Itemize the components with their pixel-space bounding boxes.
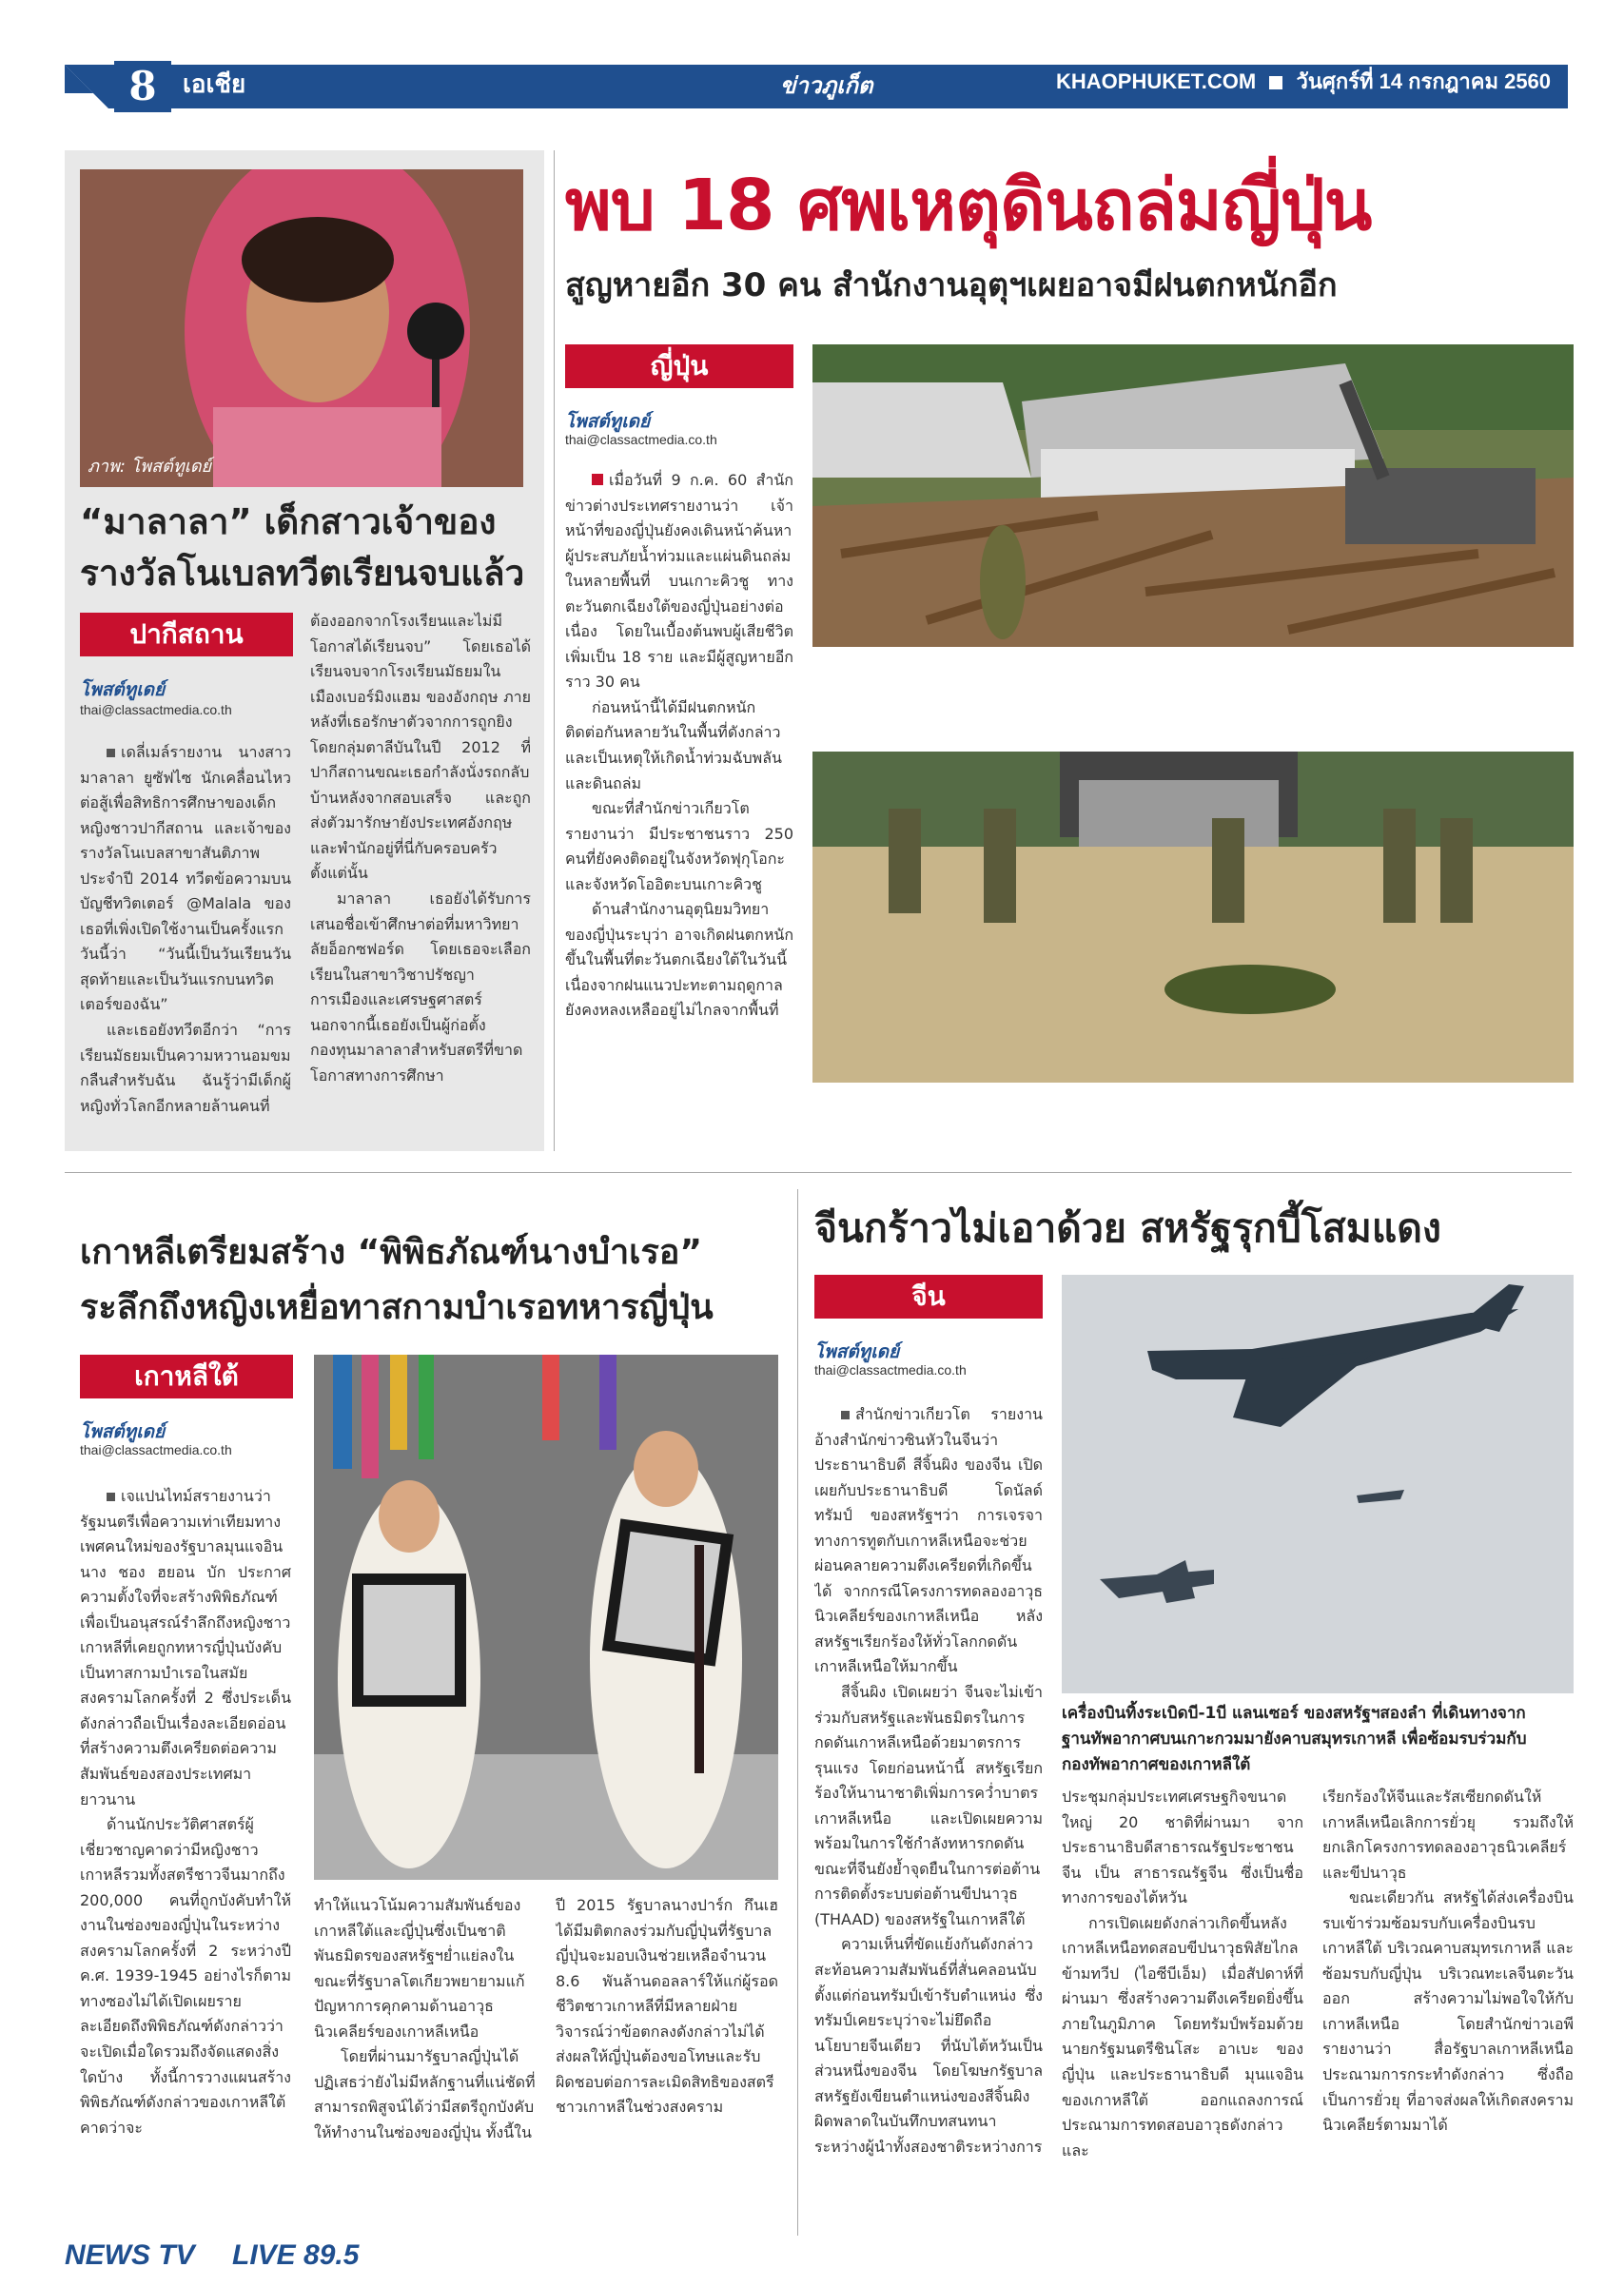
malala-col2 <box>310 609 531 1113</box>
paragraph <box>80 740 291 1018</box>
korea-headline <box>80 1225 841 1336</box>
paragraph: ทำให้แนวโน้มความสัมพันธ์ของเกาหลีใต้และญี่ปุ่นซึ่งเป็นชาติพันธมิตรของสหรัฐฯย่ำแย่ลงในขณะที่รัฐบาลโตเกียวพยายามแก้ปัญหาการคุกคามด้านอาวุธนิวเคลียร์ของเกาหลีเหนือ <box>314 1896 525 2041</box>
paragraph: โดยที่ผ่านมารัฐบาลญี่ปุ่นได้ปฏิเสธว่ายังไม่มีหลักฐานที่แน่ชัดที่สามารถพิสูจน์ได้ว่ามีสตรีถูกบังคับให้ทำงานในซ่องของญี่ปุ่น ทั้งนี้ใน <box>314 2047 536 2141</box>
paragraph: ขณะที่สำนักข่าวเกียวโตรายงานว่า มีประชาชนราว 250 คนที่ยังคงติดอยู่ในจังหวัดฟุกุโอกะและจังหวัดโออิตะบนเกาะคิวชู <box>565 799 793 893</box>
paragraph-text: เจแปนไทม์สรายงานว่า รัฐมนตรีเพื่อความเท่าเทียมทางเพศคนใหม่ของรัฐบาลมุนแจอิน นาง ชอง ฮยอน บัก ประกาศความตั้งใจที่จะสร้างพิพิธภัณฑ์เพื่อเป็นอนุสรณ์รำลึกถึงหญิงชาวเกาหลีที่เคยถูกทหารญี่ปุ่นบังคับเป็นทาสกามบำเรอในสมัยสงครามโลกครั้งที่ 2 ซึ่งประเด็นดังกล่าวถือเป็นเรื่องละเอียดอ่อนที่สร้างความตึงเครียดต่อความสัมพันธ์ของสองประเทศมายาวนาน <box>80 1487 291 1808</box>
china-email: thai@classactmedia.co.th <box>814 1362 967 1378</box>
paragraph: ก่อนหน้านี้ได้มีฝนตกหนักติดต่อกันหลายวันในพื้นที่ดังกล่าวและเป็นเหตุให้เกิดน้ำท่วมฉับพลันและดินถล่ม <box>565 697 782 792</box>
malala-headline-line1: “มาลาลา” เด็กสาวเจ้าของ <box>80 501 497 542</box>
tag-pakistan: ปากีสถาน <box>80 613 293 656</box>
malala-col1 <box>80 740 291 1121</box>
photo-credit: ภาพ: โพสต์ทูเดย์ <box>88 457 212 477</box>
paragraph <box>80 1484 291 1812</box>
malala-headline <box>80 497 537 599</box>
paragraph: ด้านนักประวัติศาสตร์ผู้เชี่ยวชาญคาดว่ามีหญิงชาวเกาหลีรวมทั้งสตรีชาวจีนมากถึง 200,000 คนที่ถูกบังคับทำให้งานในซ่องของญี่ปุ่นในระหว่างสงครามโลกครั้งที่ 2 ระหว่างปี ค.ศ. 1939-1945 อย่างไรก็ตามทางซองไม่ได้เปิดเผยรายละเอียดถึงพิพิธภัณฑ์ดังกล่าวว่าจะเปิดเมื่อใดรวมถึงจัดแสดงสิ่งใดบ้าง ทั้งนี้การวางแผนสร้างพิพิธภัณฑ์ดังกล่าวของเกาหลีใต้คาดว่าจะ <box>80 1815 291 2137</box>
paragraph: และเธอยังทวีตอีกว่า “การเรียนมัธยมเป็นความหวานอมขมกลืนสำหรับฉัน ฉันรู้ว่ามีเด็กผู้หญิงทั่วโลกอีกหลายล้านคนที่ <box>80 1021 291 1115</box>
square-icon <box>1269 76 1282 89</box>
paragraph: ความเห็นที่ขัดแย้งกันดังกล่าวสะท้อนความสัมพันธ์ที่สั่นคลอนนับตั้งแต่ก่อนทรัมป์เข้ารับตำแหน่ง ซึ่งทรัมป์เคยระบุว่าจะไม่ยึดถือนโยบายจีนเดียว ที่นับไต้หวันเป็นส่วนหนึ่งของจีน โดยโฆษกรัฐบาลสหรัฐยังเขียนตำแหน่งของสีจิ้นผิงผิดพลาดในบันทึกบทสนทนาระหว่างผู้นำทั้งสองชาติระหว่างการ <box>814 1935 1043 2156</box>
paragraph <box>814 1402 1043 1680</box>
paragraph-text: เดลี่เมล์รายงาน นางสาวมาลาลา ยูซัฟไซ นักเคลื่อนไหวต่อสู้เพื่อสิทธิการศึกษาของเด็กหญิงชาวปากีสถาน และเจ้าของรางวัลโนเบลสาขาสันติภาพประจำปี 2014 ทวีตข้อความบนบัญชีทวิตเตอร์ @Malala ของเธอที่เพิ่งเปิดใช้งานเป็นครั้งแรกวันนี้ว่า “วันนี้เป็นวันเรียนวันสุดท้ายและเป็นวันแรกบนทวิตเตอร์ของฉัน” <box>80 743 291 1014</box>
corner-mark <box>65 65 108 108</box>
landslide-photo <box>812 344 1574 647</box>
malala-email: thai@classactmedia.co.th <box>80 702 232 717</box>
soldiers-flood-photo <box>812 752 1574 1083</box>
japan-subheadline: สูญหายอีก 30 คน สำนักงานอุตุฯเผยอาจมีฝนตกหนักอีก <box>565 266 1338 304</box>
bullet-icon <box>592 474 603 485</box>
section-name: เอเชีย <box>183 70 246 99</box>
paragraph: สีจิ้นผิง เปิดเผยว่า จีนจะไม่เข้าร่วมกับสหรัฐและพันธมิตรในการกดดันเกาหลีเหนือด้วยมาตรการรุนแรง โดยก่อนหน้านี้ สหรัฐเรียกร้องให้นานาชาติเพิ่มการคว่ำบาตรเกาหลีเหนือ และเปิดเผยความพร้อมในการใช้กำลังทหารกดดัน ขณะที่จีนยังย้ำจุดยืนในการต่อต้านการติดตั้งระบบต่อต้านขีปนาวุธ (THAAD) ของสหรัฐในเกาหลีใต้ <box>814 1683 1043 1928</box>
paragraph: ปี 2015 รัฐบาลนางปาร์ก กึนเฮ ได้มีมติตกลงร่วมกับญี่ปุ่นที่รัฐบาลญี่ปุ่นจะมอบเงินช่วยเหลือจำนวน 8.6 พันล้านดอลลาร์ให้แก่ผู้รอดชีวิตชาวเกาหลีที่มีหลายฝ่ายวิจารณ์ว่าข้อตกลงดังกล่าวไม่ได้ส่งผลให้ญี่ปุ่นต้องขอโทษและรับผิดชอบต่อการละเมิดสิทธิของสตรีชาวเกาหลีในช่วงสงคราม <box>556 1896 778 2117</box>
newspaper-logo: ข่าวภูเก็ต <box>780 71 873 99</box>
malala-byline: โพสต์ทูเดย์ <box>80 679 166 700</box>
bomber-photo <box>1062 1275 1574 1693</box>
footer-logo-newstv: NEWS TV <box>65 2239 195 2271</box>
china-col1 <box>814 1402 1043 2236</box>
china-col2 <box>1062 1785 1303 2236</box>
bullet-icon <box>841 1411 850 1419</box>
china-byline: โพสต์ทูเดย์ <box>814 1341 900 1362</box>
japan-headline: พบ 18 ศพเหตุดินถล่มญี่ปุ่น <box>565 165 1372 246</box>
china-headline: จีนกร้าวไม่เอาด้วย สหรัฐรุกบี้โสมแดง <box>814 1205 1441 1251</box>
divider <box>554 150 555 1151</box>
tag-japan: ญี่ปุ่น <box>565 344 793 388</box>
comfort-women-photo <box>314 1355 778 1880</box>
korea-headline-line1: เกาหลีเตรียมสร้าง “พิพิธภัณฑ์นางบำเรอ” <box>80 1233 703 1272</box>
korea-headline-line2: ระลึกถึงหญิงเหยื่อทาสกามบำเรอทหารญี่ปุ่น <box>80 1288 714 1327</box>
korea-col3 <box>556 1893 778 2236</box>
bomber-caption: เครื่องบินทิ้งระเบิดบี-1บี แลนเซอร์ ของสหรัฐฯสองลำ ที่เดินทางจากฐานทัพอากาศบนเกาะกวมมายังคาบสมุทรเกาหลี เพื่อซ้อมรบร่วมกับกองทัพอากาศของเกาหลีใต้ <box>1062 1704 1527 1774</box>
japan-byline: โพสต์ทูเดย์ <box>565 411 651 432</box>
paragraph: ประชุมกลุ่มประเทศเศรษฐกิจขนาดใหญ่ 20 ชาติที่ผ่านมา จากประธานาธิบดีสาธารณรัฐประชาชนจีน เป็น สาธารณรัฐจีน ซึ่งเป็นชื่อทางการของไต้หวัน <box>1062 1788 1303 1907</box>
paragraph: ด้านสำนักงานอุตุนิยมวิทยาของญี่ปุ่นระบุว่า อาจเกิดฝนตกหนักขึ้นในพื้นที่ตะวันตกเฉียงใต้ในวันนี้ เนื่องจากฝนแนวปะทะตามฤดูกาลยังคงหลงเหลืออยู่ไม่ไกลจากพื้นที่ <box>565 900 793 1020</box>
tag-south-korea: เกาหลีใต้ <box>80 1355 293 1398</box>
bullet-icon <box>107 1493 115 1501</box>
paragraph: การเปิดเผยดังกล่าวเกิดขึ้นหลังเกาหลีเหนือทดสอบขีปนาวุธพิสัยไกลข้ามทวีป (ไอซีบีเอ็ม) เมื่อสัปดาห์ที่ผ่านมา ซึ่งสร้างความตึงเครียดยิ่งขึ้นภายในภูมิภาค โดยทรัมป์พร้อมด้วยนายกรัฐมนตรีชินโสะ อาเบะ ของญี่ปุ่น และประธานาธิบดี มุนแจอิน ของเกาหลีใต้ ออกแถลงการณ์ประณามการทดสอบอาวุธดังกล่าวและ <box>1062 1913 1303 2160</box>
china-col3 <box>1322 1785 1574 2236</box>
paragraph <box>565 468 793 695</box>
korea-byline: โพสต์ทูเดย์ <box>80 1421 166 1442</box>
paragraph-text: เมื่อวันที่ 9 ก.ค. 60 สำนักข่าวต่างประเทศรายงานว่า เจ้าหน้าที่ของญี่ปุ่นยังคงเดินหน้าค้นหาผู้ประสบภัยน้ำท่วมและแผ่นดินถล่มในหลายพื้นที่ บนเกาะคิวชู ทางตะวันตกเฉียงใต้ของญี่ปุ่นอย่างต่อเนื่อง โดยในเบื้องต้นพบผู้เสียชีวิตเพิ่มเป็น 18 ราย และมีผู้สูญหายอีกราว 30 คน <box>565 471 793 692</box>
paragraph: ขณะเดียวกัน สหรัฐได้ส่งเครื่องบินรบเข้าร่วมซ้อมรบกับเครื่องบินรบเกาหลีใต้ บริเวณคาบสมุทรเกาหลี และซ้อมรบกับญี่ปุ่น บริเวณทะเลจีนตะวันออก สร้างความไม่พอใจให้กับเกาหลีเหนือ โดยสำนักข่าวเอพี รายงานว่า สื่อรัฐบาลเกาหลีเหนือประณามการกระทำดังกล่าว ซึ่งถือเป็นการยั่วยุ ที่อาจส่งผลให้เกิดสงครามนิวเคลียร์ตามมาได้ <box>1322 1888 1574 2135</box>
page-number: 8 <box>114 61 171 112</box>
divider <box>797 1189 798 2236</box>
header-site-date <box>1056 65 1551 108</box>
korea-email: thai@classactmedia.co.th <box>80 1442 232 1457</box>
footer-logo-live: LIVE 89.5 <box>232 2239 360 2271</box>
paragraph: เรียกร้องให้จีนและรัสเซียกดดันให้เกาหลีเหนือเลิกการยั่วยุ รวมถึงให้ยกเลิกโครงการทดลองอาวุธนิวเคลียร์และขีปนาวุธ <box>1322 1788 1574 1882</box>
japan-body <box>565 468 793 1142</box>
issue-date: วันศุกร์ที่ 14 กรกฎาคม 2560 <box>1296 69 1552 93</box>
paragraph-text: สำนักข่าวเกียวโต รายงานอ้างสำนักข่าวซินหัวในจีนว่า ประธานาธิบดี สีจิ้นผิง ของจีน เปิดเผยกับประธานาธิบดี โดนัลด์ ทรัมป์ ของสหรัฐฯว่า การเจรจาทางการทูตกับเกาหลีเหนือจะช่วยผ่อนคลายความตึงเครียดที่เกิดขึ้นได้ จากกรณีโครงการทดลองอาวุธนิวเคลียร์ของเกาหลีเหนือ หลังสหรัฐฯเรียกร้องให้ทั่วโลกกดดันเกาหลีเหนือให้มากขึ้น <box>814 1405 1043 1676</box>
korea-col1 <box>80 1484 291 2236</box>
malala-headline-line2: รางวัลโนเบลทวีตเรียนจบแล้ว <box>80 553 525 594</box>
tag-china: จีน <box>814 1275 1043 1319</box>
bullet-icon <box>107 749 115 757</box>
paragraph: ต้องออกจากโรงเรียนและไม่มีโอกาสได้เรียนจบ” โดยเธอได้เรียนจบจากโรงเรียนมัธยมในเมืองเบอร์มิงแฮม ของอังกฤษ ภายหลังที่เธอรักษาตัวจากการถูกยิงโดยกลุ่มตาลีบันในปี 2012 ที่ปากีสถานขณะเธอกำลังนั่งรถกลับบ้านหลังจากสอบเสร็จ และถูกส่งตัวมารักษายังประเทศอังกฤษและพำนักอยู่ที่นี่กับครอบครัวตั้งแต่นั้น <box>310 612 531 883</box>
paragraph: มาลาลา เธอยังได้รับการเสนอชื่อเข้าศึกษาต่อที่มหาวิทยาลัยอ็อกซฟอร์ด โดยเธอจะเลือกเรียนในสาขาวิชาปรัชญา การเมืองและเศรษฐศาสตร์ นอกจากนี้เธอยังเป็นผู้ก่อตั้งกองทุนมาลาลาสำหรับสตรีที่ขาดโอกาสทางการศึกษา <box>310 889 531 1085</box>
site-url: KHAOPHUKET.COM <box>1056 69 1257 93</box>
korea-col2 <box>314 1893 537 2236</box>
malala-photo <box>80 169 523 487</box>
japan-email: thai@classactmedia.co.th <box>565 432 717 447</box>
section-divider <box>65 1172 1572 1173</box>
